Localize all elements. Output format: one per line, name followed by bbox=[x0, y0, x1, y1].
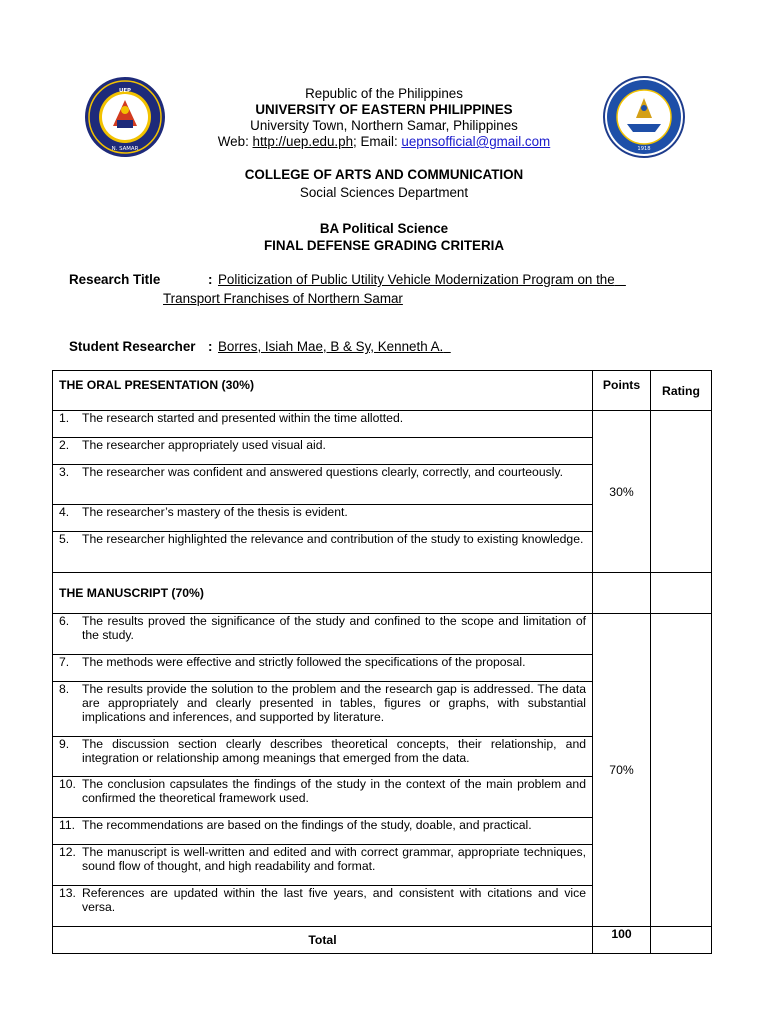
criteria-row: 8. The results provide the solution to the problem and the research gap is addressed. The data are appropriately and clearly presented in tables, figures or graphs, with substantial implications and inferences, and supported by literature. bbox=[53, 682, 593, 737]
form-title: FINAL DEFENSE GRADING CRITERIA bbox=[263, 238, 505, 253]
criteria-row: 4. The researcher’s mastery of the thesis is evident. bbox=[53, 505, 593, 532]
university-name: UNIVERSITY OF EASTERN PHILIPPINES bbox=[255, 102, 513, 117]
svg-text:N. SAMAR: N. SAMAR bbox=[111, 146, 139, 152]
university-header bbox=[0, 86, 768, 150]
manuscript-points-cell: 70% bbox=[593, 614, 651, 927]
web-link[interactable]: http://uep.edu.ph bbox=[252, 134, 354, 149]
grading-criteria-table bbox=[52, 370, 712, 954]
criteria-row: 11. The recommendations are based on the findings of the study, doable, and practical. bbox=[53, 818, 593, 845]
web-label: Web: bbox=[217, 134, 253, 149]
contact-line bbox=[0, 134, 768, 150]
criteria-row: 5. The researcher highlighted the relevance and contribution of the study to existing knowledge. bbox=[53, 532, 593, 573]
email-link[interactable]: uepnsofficial@gmail.com bbox=[401, 134, 551, 149]
criteria-row: 2. The researcher appropriately used visual aid. bbox=[53, 438, 593, 465]
total-rating-cell[interactable] bbox=[651, 927, 712, 954]
research-title-line2: Transport Franchises of Northern Samar bbox=[163, 291, 403, 306]
criteria-row: 10. The conclusion capsulates the findings of the study in the context of the main problem and confirmed the theoretical framework used. bbox=[53, 777, 593, 818]
research-title-label: Research Title bbox=[69, 272, 161, 287]
research-title-colon: : bbox=[208, 272, 213, 287]
program-block bbox=[0, 220, 768, 254]
college-name: COLLEGE OF ARTS AND COMMUNICATION bbox=[244, 167, 524, 182]
points-header: Points bbox=[593, 371, 651, 411]
total-label: Total bbox=[53, 927, 593, 954]
manuscript-header-points-cell bbox=[593, 573, 651, 614]
department-name: Social Sciences Department bbox=[299, 185, 469, 200]
program-name: BA Political Science bbox=[319, 221, 449, 236]
criteria-row: 1. The research started and presented within the time allotted. bbox=[53, 411, 593, 438]
total-points: 100 bbox=[593, 927, 651, 954]
rating-header: Rating bbox=[651, 371, 712, 411]
manuscript-rating-cell[interactable] bbox=[651, 614, 712, 927]
student-researcher-label: Student Researcher bbox=[69, 339, 196, 354]
oral-points-cell: 30% bbox=[593, 411, 651, 573]
criteria-row: 6. The results proved the significance of the study and confined to the scope and limitation of the study. bbox=[53, 614, 593, 655]
oral-rating-cell[interactable] bbox=[651, 411, 712, 573]
republic-line: Republic of the Philippines bbox=[305, 86, 463, 101]
university-address: University Town, Northern Samar, Philippines bbox=[250, 118, 518, 133]
criteria-row: 7. The methods were effective and strictly followed the specifications of the proposal. bbox=[53, 655, 593, 682]
svg-text:1918: 1918 bbox=[637, 146, 651, 152]
student-researcher-value: Borres, Isiah Mae, B & Sy, Kenneth A. bbox=[218, 339, 444, 354]
criteria-row: 9. The discussion section clearly describes theoretical concepts, their relationship, and integration or relationship among meanings that emerged from the data. bbox=[53, 737, 593, 777]
oral-section-title: THE ORAL PRESENTATION (30%) bbox=[53, 371, 593, 411]
student-researcher-colon: : bbox=[208, 339, 213, 354]
criteria-row: 3. The researcher was confident and answered questions clearly, correctly, and courteously. bbox=[53, 465, 593, 505]
svg-text:UEP: UEP bbox=[118, 88, 132, 94]
manuscript-header-rating-cell bbox=[651, 573, 712, 614]
college-block bbox=[0, 166, 768, 202]
email-label: ; Email: bbox=[353, 134, 402, 149]
criteria-row: 13. References are updated within the last five years, and consistent with citations and vice versa. bbox=[53, 886, 593, 927]
research-title-line1: Politicization of Public Utility Vehicle Modernization Program on the bbox=[218, 272, 615, 287]
manuscript-section-title: THE MANUSCRIPT (70%) bbox=[53, 573, 593, 614]
criteria-row: 12. The manuscript is well-written and edited and with correct grammar, appropriate techniques, sound flow of thought, and high readability and format. bbox=[53, 845, 593, 886]
